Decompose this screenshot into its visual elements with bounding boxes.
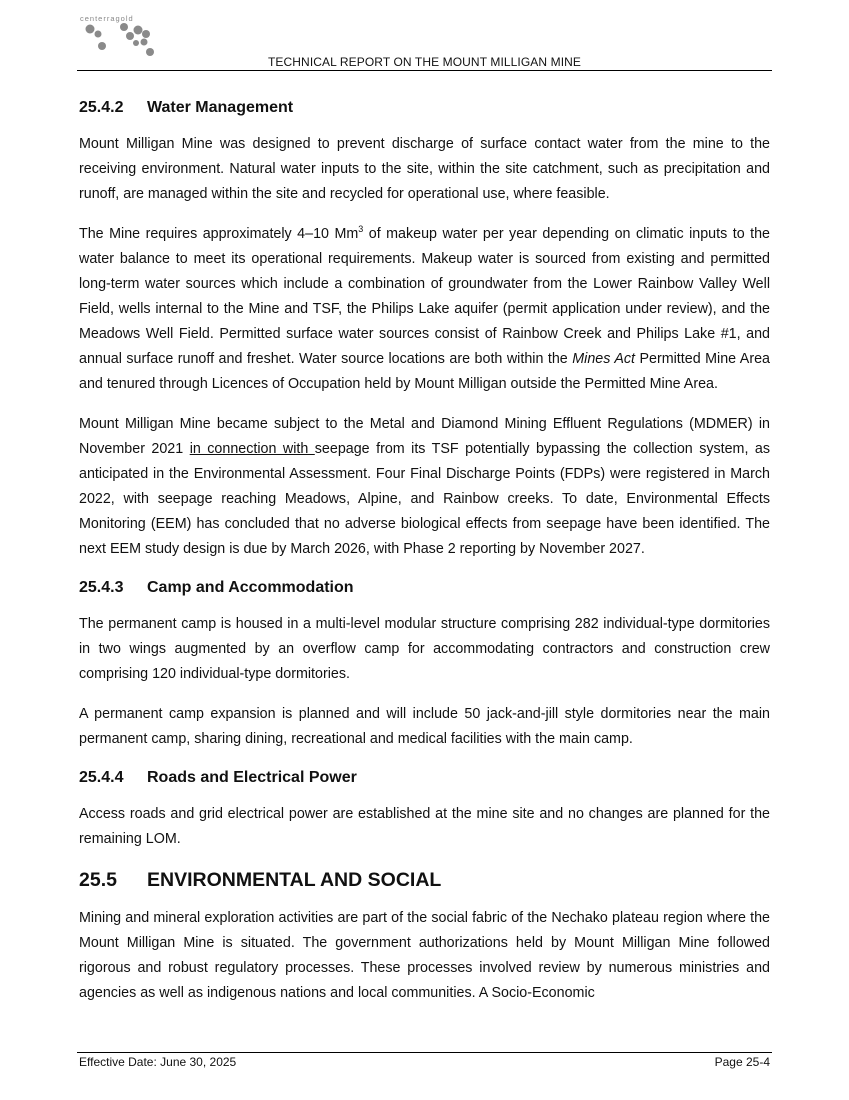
superscript: 3: [358, 224, 364, 235]
paragraph-text: Permitted Mine Area and tenured through Licences of Occupation held by Mount Milligan outside the Permitted Mine Area.: [79, 351, 770, 392]
heading-25-4-2: [79, 97, 770, 119]
paragraph-camp-1: The permanent camp is housed in a multi-level modular structure comprising 282 individual-type dormitories in two wings augmented by an overflow camp for accommodating contractors and construction crew comprising 120 individual-type dormitories.: [79, 616, 770, 682]
heading-25-4-3: [79, 577, 770, 599]
paragraph-water-3: [79, 412, 770, 562]
heading-25-4-4: [79, 767, 770, 789]
footer-divider: [77, 1052, 772, 1053]
underlined-text: in connection with: [189, 441, 315, 457]
heading-title: ENVIRONMENTAL AND SOCIAL: [147, 869, 442, 891]
heading-title: Camp and Accommodation: [147, 579, 354, 596]
paragraph-water-2: [79, 222, 770, 397]
heading-number: 25.5: [79, 869, 117, 891]
page-content: [79, 97, 770, 1021]
report-header-title: TECHNICAL REPORT ON THE MOUNT MILLIGAN MINE: [267, 55, 581, 69]
paragraph-camp-2: A permanent camp expansion is planned and will include 50 jack-and-jill style dormitories near the main permanent camp, sharing dining, recreational and medical facilities with the main camp.: [79, 706, 770, 747]
heading-25-5: [79, 867, 770, 893]
heading-title: Roads and Electrical Power: [147, 769, 357, 786]
paragraph-water-1: Mount Milligan Mine was designed to prevent discharge of surface contact water from the mine to the receiving environment. Natural water inputs to the site, within the site catchment, such as precipitation and runoff, are managed within the site and recycled for operational use, where feasible.: [79, 136, 770, 202]
heading-number: 25.4.3: [79, 579, 124, 596]
paragraph-env-1: Mining and mineral exploration activities are part of the social fabric of the Nechako plateau region where the Mount Milligan Mine is situated. The government authorizations held by Mount Milligan Mine followed rigorous and robust regulatory processes. These processes involved review by numerous ministries and agencies as well as indigenous nations and local communities. A Socio-Economic: [79, 910, 770, 1001]
heading-number: 25.4.2: [79, 99, 124, 116]
footer-effective-date: Effective Date: June 30, 2025: [79, 1055, 237, 1069]
paragraph-text: Mount Milligan Mine became subject to the Metal and Diamond Mining Effluent Regulations (MDMER) in November 2021: [79, 416, 770, 457]
paragraph-roads-1: Access roads and grid electrical power are established at the mine site and no changes are planned for the remaining LOM.: [79, 806, 770, 847]
italic-text: Mines Act: [572, 351, 635, 367]
logo-wordmark: centerragold: [80, 14, 134, 23]
heading-number: 25.4.4: [79, 769, 124, 786]
paragraph-text: of makeup water per year depending on climatic inputs to the water balance to meet its operational requirements. Makeup water is sourced from existing and permitted long-term water sources which include a combination of groundwater from the Lower Rainbow Valley Well Field, wells internal to the Mine and TSF, the Philips Lake aquifer (permit application under review), and the Meadows Well Field. Permitted surface water sources consist of Rainbow Creek and Philips Lake #1, and annual surface runoff and freshet. Water source locations are both within the: [79, 226, 770, 367]
paragraph-text: The Mine requires approximately 4–10 Mm: [79, 226, 359, 242]
header-divider: [77, 70, 772, 71]
footer-page-number: Page 25-4: [714, 1055, 770, 1069]
heading-title: Water Management: [147, 99, 294, 116]
paragraph-text: seepage from its TSF potentially bypassing the collection system, as anticipated in the Environmental Assessment. Four Final Discharge Points (FDPs) were registered in March 2022, with seepage reaching Meadows, Alpine, and Rainbow creeks. To date, Environmental Effects Monitoring (EEM) has concluded that no adverse biological effects from seepage have been identified. The next EEM study design is due by March 2026, with Phase 2 reporting by November 2027.: [79, 441, 771, 557]
